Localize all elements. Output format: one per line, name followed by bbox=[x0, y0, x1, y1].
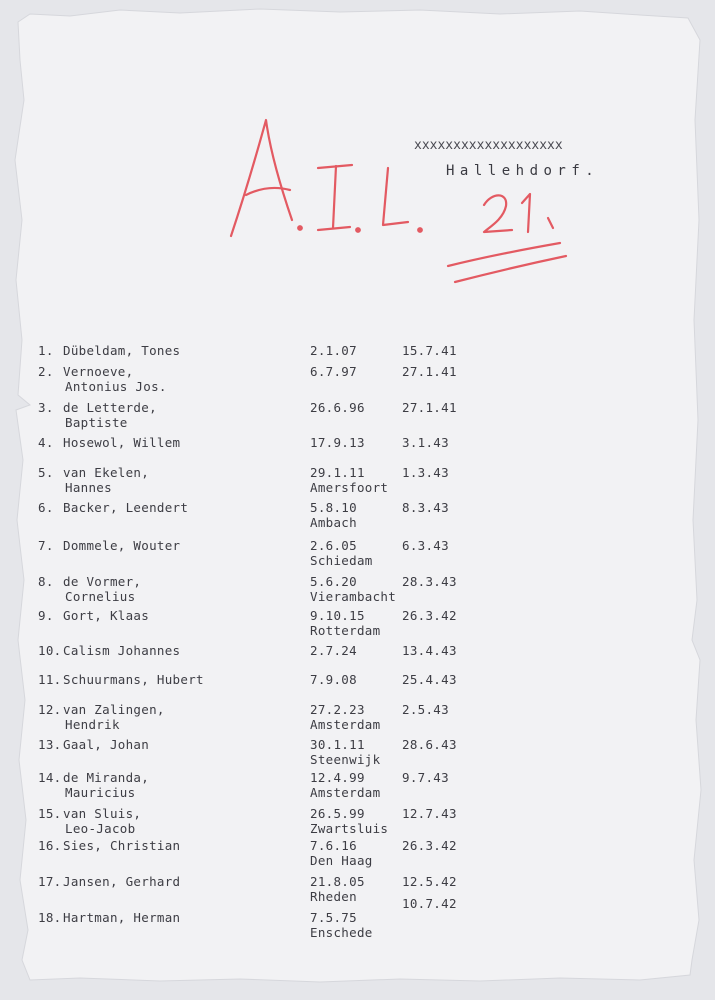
entry-name: Antonius Jos. bbox=[65, 379, 167, 394]
entry-birth-place: Schiedam bbox=[310, 553, 373, 568]
entry-birth-place: Steenwijk bbox=[310, 752, 381, 767]
entry-date: 8.3.43 bbox=[402, 500, 449, 515]
entry-birth-place: Rotterdam bbox=[310, 623, 381, 638]
entry-date: 9.7.43 bbox=[402, 770, 449, 785]
entry-date: 12.5.42 bbox=[402, 874, 457, 889]
place-name: Hallehdorf. bbox=[446, 163, 600, 179]
entry-birth-date: 2.7.24 bbox=[310, 643, 357, 658]
entry-date: 12.7.43 bbox=[402, 806, 457, 821]
entry-number: 2. bbox=[38, 364, 54, 379]
entry-date: 28.3.43 bbox=[402, 574, 457, 589]
entry-birth-place: Vierambacht bbox=[310, 589, 397, 604]
entry-number: 14. bbox=[38, 770, 62, 785]
entry-birth-date: 7.6.16 bbox=[310, 838, 357, 853]
entry-name: de Letterde, bbox=[63, 400, 157, 415]
entry-name: Hosewol, Willem bbox=[63, 435, 181, 450]
entry-birth-date: 2.6.05 bbox=[310, 538, 357, 553]
entry-name: Baptiste bbox=[65, 415, 128, 430]
entry-name: van Ekelen, bbox=[63, 465, 150, 480]
entry-birth-date: 26.5.99 bbox=[310, 806, 365, 821]
entry-date: 27.1.41 bbox=[402, 400, 457, 415]
entry-birth-date: 27.2.23 bbox=[310, 702, 365, 717]
entry-name: Mauricius bbox=[65, 785, 136, 800]
entry-birth-date: 30.1.11 bbox=[310, 737, 365, 752]
entry-date: 6.3.43 bbox=[402, 538, 449, 553]
entry-date: 10.7.42 bbox=[402, 896, 457, 911]
entry-birth-date: 5.6.20 bbox=[310, 574, 357, 589]
entry-number: 7. bbox=[38, 538, 54, 553]
entry-name: Jansen, Gerhard bbox=[63, 874, 181, 889]
entry-number: 3. bbox=[38, 400, 54, 415]
entry-birth-place: Ambach bbox=[310, 515, 357, 530]
entry-name: Vernoeve, bbox=[63, 364, 134, 379]
entry-date: 3.1.43 bbox=[402, 435, 449, 450]
entry-name: Backer, Leendert bbox=[63, 500, 189, 515]
entry-birth-place: Den Haag bbox=[310, 853, 373, 868]
entry-date: 1.3.43 bbox=[402, 465, 449, 480]
entry-number: 16. bbox=[38, 838, 62, 853]
entry-birth-place: Rheden bbox=[310, 889, 357, 904]
entry-date: 27.1.41 bbox=[402, 364, 457, 379]
entry-birth-date: 6.7.97 bbox=[310, 364, 357, 379]
entry-number: 1. bbox=[38, 343, 54, 358]
entry-number: 10. bbox=[38, 643, 62, 658]
entry-birth-place: Zwartsluis bbox=[310, 821, 389, 836]
entry-number: 11. bbox=[38, 672, 62, 687]
entry-number: 9. bbox=[38, 608, 54, 623]
entry-date: 2.5.43 bbox=[402, 702, 449, 717]
entry-birth-date: 5.8.10 bbox=[310, 500, 357, 515]
entry-name: Cornelius bbox=[65, 589, 136, 604]
entry-date: 26.3.42 bbox=[402, 838, 457, 853]
entry-name: van Zalingen, bbox=[63, 702, 165, 717]
entry-number: 12. bbox=[38, 702, 62, 717]
entry-name: Gort, Klaas bbox=[63, 608, 150, 623]
entry-birth-place: Amsterdam bbox=[310, 717, 381, 732]
entry-name: Leo-Jacob bbox=[65, 821, 136, 836]
struck-out-text: xxxxxxxxxxxxxxxxxxx bbox=[414, 138, 563, 153]
entry-name: Sies, Christian bbox=[63, 838, 181, 853]
entry-name: Dübeldam, Tones bbox=[63, 343, 181, 358]
entry-date: 26.3.42 bbox=[402, 608, 457, 623]
entry-birth-date: 26.6.96 bbox=[310, 400, 365, 415]
entry-birth-date: 9.10.15 bbox=[310, 608, 365, 623]
entry-date: 15.7.41 bbox=[402, 343, 457, 358]
entry-number: 15. bbox=[38, 806, 62, 821]
entry-birth-date: 17.9.13 bbox=[310, 435, 365, 450]
entry-birth-place: Amersfoort bbox=[310, 480, 389, 495]
entry-number: 4. bbox=[38, 435, 54, 450]
entry-number: 5. bbox=[38, 465, 54, 480]
entry-birth-date: 7.9.08 bbox=[310, 672, 357, 687]
entry-date: 28.6.43 bbox=[402, 737, 457, 752]
entry-name: de Miranda, bbox=[63, 770, 150, 785]
entry-number: 6. bbox=[38, 500, 54, 515]
entry-date: 13.4.43 bbox=[402, 643, 457, 658]
entry-name: Schuurmans, Hubert bbox=[63, 672, 204, 687]
entry-number: 18. bbox=[38, 910, 62, 925]
entry-number: 13. bbox=[38, 737, 62, 752]
entry-number: 17. bbox=[38, 874, 62, 889]
entry-name: Hartman, Herman bbox=[63, 910, 181, 925]
entry-name: van Sluis, bbox=[63, 806, 142, 821]
entry-name: Hannes bbox=[65, 480, 112, 495]
entry-name: Dommele, Wouter bbox=[63, 538, 181, 553]
entry-birth-date: 29.1.11 bbox=[310, 465, 365, 480]
entry-number: 8. bbox=[38, 574, 54, 589]
entry-name: Calism Johannes bbox=[63, 643, 181, 658]
entry-birth-date: 7.5.75 bbox=[310, 910, 357, 925]
entry-date: 25.4.43 bbox=[402, 672, 457, 687]
entry-birth-date: 12.4.99 bbox=[310, 770, 365, 785]
entry-birth-date: 2.1.07 bbox=[310, 343, 357, 358]
entry-name: de Vormer, bbox=[63, 574, 142, 589]
entry-name: Hendrik bbox=[65, 717, 120, 732]
entry-birth-place: Enschede bbox=[310, 925, 373, 940]
entry-name: Gaal, Johan bbox=[63, 737, 150, 752]
entry-birth-date: 21.8.05 bbox=[310, 874, 365, 889]
entry-birth-place: Amsterdam bbox=[310, 785, 381, 800]
